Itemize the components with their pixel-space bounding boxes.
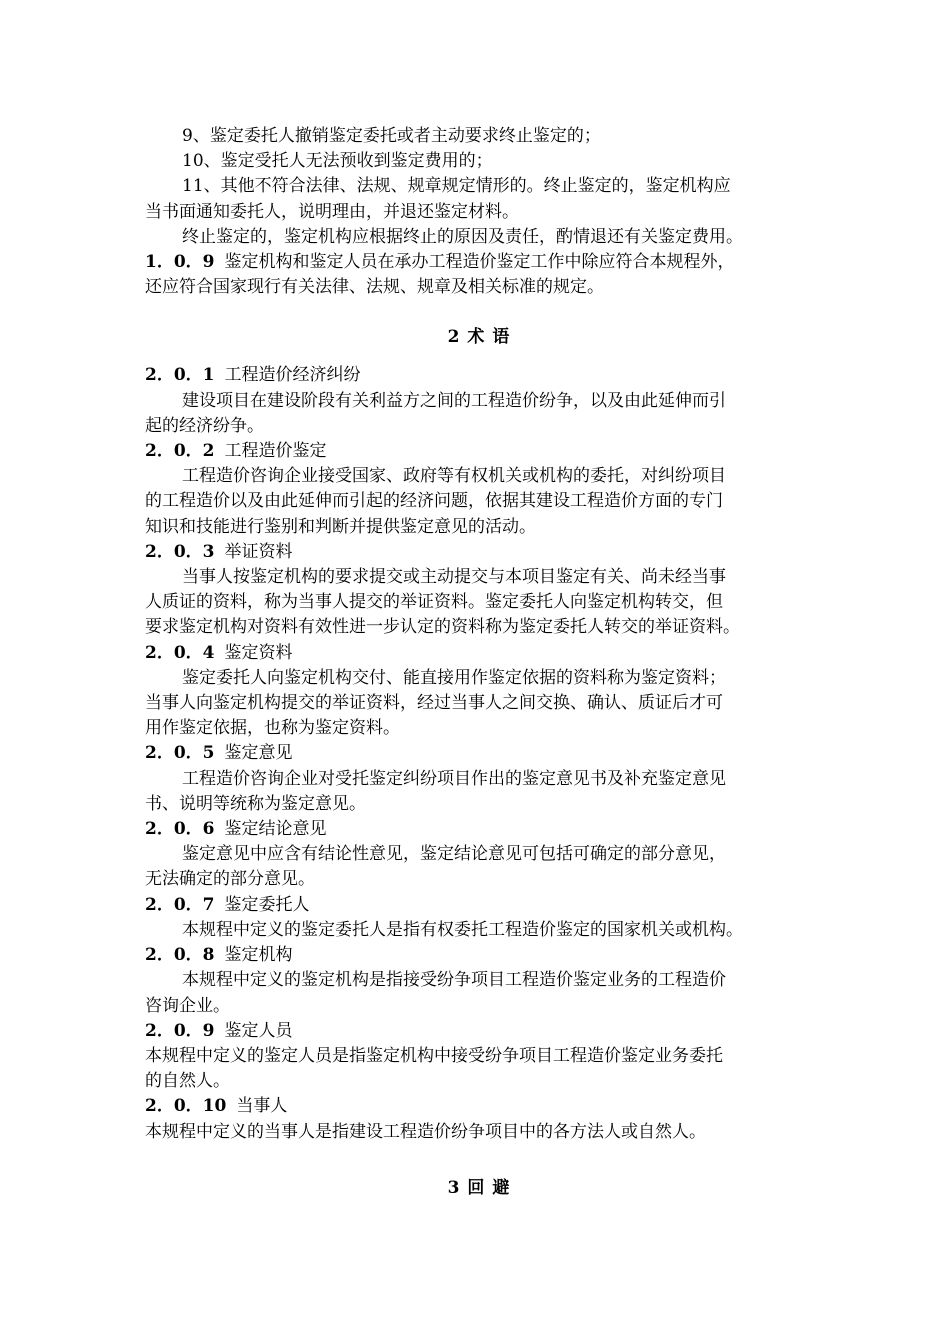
- term-number: 2．0．4: [145, 642, 215, 663]
- term-2-0-2-line: 的工程造价以及由此延伸而引起的经济问题，依据其建设工程造价方面的专门: [145, 491, 723, 512]
- term-2-0-9-heading: [145, 1019, 813, 1044]
- chapter-3-heading: 3 回 避: [447, 1177, 511, 1198]
- term-2-0-7-heading: [145, 893, 813, 918]
- term-2-0-6-line: 无法确定的部分意见。: [145, 869, 315, 890]
- term-title: 当事人: [236, 1096, 288, 1117]
- section-number: 1．0．9: [145, 252, 215, 273]
- term-2-0-10-heading: [145, 1094, 813, 1119]
- chapter-2-heading: 2 术 语: [447, 327, 511, 348]
- clause-item-10: 10、鉴定受托人无法预收到鉴定费用的；: [182, 151, 493, 172]
- term-2-0-9-line: 本规程中定义的鉴定人员是指鉴定机构中接受纷争项目工程造价鉴定业务委托: [145, 1045, 723, 1066]
- term-number: 2．0．2: [145, 441, 215, 462]
- term-number: 2．0．10: [145, 1096, 227, 1117]
- term-2-0-1-heading: [145, 363, 813, 388]
- term-2-0-10-line: 本规程中定义的当事人是指建设工程造价纷争项目中的各方法人或自然人。: [145, 1121, 706, 1142]
- term-2-0-5-line: 工程造价咨询企业对受托鉴定纠纷项目作出的鉴定意见书及补充鉴定意见: [182, 768, 726, 789]
- term-number: 2．0．3: [145, 541, 215, 562]
- term-title: 鉴定结论意见: [224, 819, 327, 840]
- term-2-0-8-line: 咨询企业。: [145, 995, 230, 1016]
- termination-fee-paragraph: 终止鉴定的，鉴定机构应根据终止的原因及责任，酌情退还有关鉴定费用。: [182, 226, 743, 247]
- term-number: 2．0．9: [145, 1020, 215, 1041]
- term-2-0-4-line: 当事人向鉴定机构提交的举证资料，经过当事人之间交换、确认、质证后才可: [145, 693, 723, 714]
- term-2-0-4-line: 鉴定委托人向鉴定机构交付、能直接用作鉴定依据的资料称为鉴定资料；: [182, 667, 726, 688]
- term-2-0-1-line: 起的经济纷争。: [145, 415, 264, 436]
- term-title: 工程造价鉴定: [224, 441, 327, 462]
- term-2-0-5-line: 书、说明等统称为鉴定意见。: [145, 793, 366, 814]
- term-2-0-3-heading: [145, 540, 813, 565]
- term-2-0-3-line: 当事人按鉴定机构的要求提交或主动提交与本项目鉴定有关、尚未经当事: [182, 567, 726, 588]
- term-title: 鉴定人员: [224, 1020, 293, 1041]
- term-2-0-1-line: 建设项目在建设阶段有关利益方之间的工程造价纷争，以及由此延伸而引: [182, 390, 726, 411]
- term-2-0-2-line: 知识和技能进行鉴别和判断并提供鉴定意见的活动。: [145, 516, 536, 537]
- term-2-0-4-heading: [145, 641, 813, 666]
- term-title: 鉴定机构: [224, 945, 293, 966]
- term-number: 2．0．5: [145, 743, 215, 764]
- section-text: 鉴定机构和鉴定人员在承办工程造价鉴定工作中除应符合本规程外，: [224, 252, 735, 273]
- section-1-0-9: [145, 250, 813, 275]
- term-2-0-2-heading: [145, 439, 813, 464]
- section-1-0-9-cont: 还应符合国家现行有关法律、法规、规章及相关标准的规定。: [145, 277, 604, 298]
- term-2-0-8-line: 本规程中定义的鉴定机构是指接受纷争项目工程造价鉴定业务的工程造价: [182, 970, 726, 991]
- term-2-0-5-heading: [145, 741, 813, 766]
- term-title: 举证资料: [224, 541, 293, 562]
- term-number: 2．0．7: [145, 894, 215, 915]
- document-body: [145, 124, 813, 1212]
- term-number: 2．0．6: [145, 819, 215, 840]
- term-2-0-6-line: 鉴定意见中应含有结论性意见，鉴定结论意见可包括可确定的部分意见，: [182, 844, 726, 865]
- term-2-0-4-line: 用作鉴定依据，也称为鉴定资料。: [145, 718, 400, 739]
- clause-item-9: 9、鉴定委托人撤销鉴定委托或者主动要求终止鉴定的；: [182, 126, 601, 146]
- term-title: 鉴定资料: [224, 642, 293, 663]
- term-2-0-9-line: 的自然人。: [145, 1071, 230, 1092]
- term-2-0-2-line: 工程造价咨询企业接受国家、政府等有权机关或机构的委托，对纠纷项目: [182, 466, 726, 487]
- clause-item-11: 11、其他不符合法律、法规、规章规定情形的。终止鉴定的，鉴定机构应: [182, 176, 731, 197]
- term-2-0-7-line: 本规程中定义的鉴定委托人是指有权委托工程造价鉴定的国家机关或机构。: [182, 919, 743, 940]
- term-title: 鉴定意见: [224, 743, 293, 764]
- term-title: 鉴定委托人: [224, 894, 310, 915]
- clause-item-11-cont: 当书面通知委托人，说明理由，并退还鉴定材料。: [145, 201, 519, 222]
- term-title: 工程造价经济纠纷: [224, 365, 361, 386]
- term-2-0-6-heading: [145, 817, 813, 842]
- term-number: 2．0．1: [145, 365, 215, 386]
- term-2-0-3-line: 要求鉴定机构对资料有效性进一步认定的资料称为鉴定委托人转交的举证资料。: [145, 617, 740, 638]
- term-2-0-8-heading: [145, 943, 813, 968]
- term-2-0-3-line: 人质证的资料，称为当事人提交的举证资料。鉴定委托人向鉴定机构转交，但: [145, 592, 723, 613]
- term-number: 2．0．8: [145, 945, 215, 966]
